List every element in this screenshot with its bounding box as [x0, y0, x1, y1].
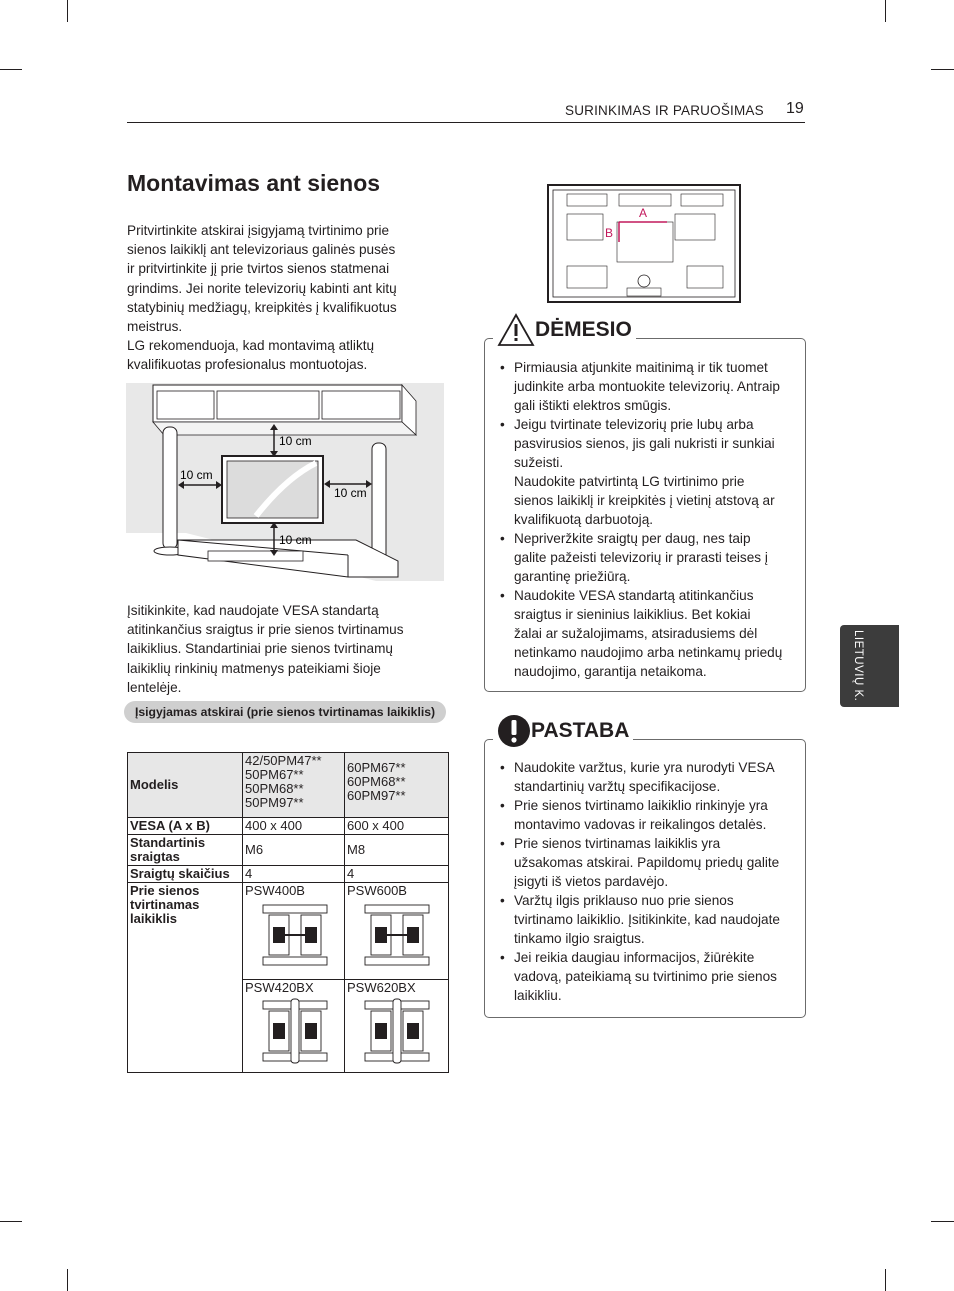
section-header: SURINKIMAS IR PARUOŠIMAS — [565, 103, 764, 118]
table-row — [128, 883, 449, 980]
list-item: • Naudokite varžtus, kurie yra nurodyti VESA standartinių varžtų specifikacijose. — [498, 758, 798, 796]
bracket-illustration — [261, 997, 329, 1065]
bracket-rail — [263, 957, 327, 965]
exclamation-circle-icon — [497, 714, 531, 748]
vesa-label: VESA (A x B) — [128, 818, 243, 835]
warning-triangle-icon — [497, 313, 535, 347]
list-item: • Pirmiausia atjunkite maitinimą ir tik tuomet judinkite arba montuokite televizorių. Antraip gali ištikti elektros smūgis. — [498, 358, 798, 415]
optional-bracket-label: Įsigyjamas atskirai (prie sienos tvirtinamas laikiklis) — [124, 701, 446, 723]
bracket-illustration — [261, 901, 329, 969]
intro-paragraph: Pritvirtinkite atskirai įsigyjamą tvirtinimo prie sienos laikiklį ant televizoriaus galinės pusės ir pritvirtinkite jį prie tvirtos sienos statmenai grindims. Jei norite televizorių kabinti ant kitų statybinių medžiagų, kreipkitės į kvalifikuotus meistrus. LG rekomenduoja, kad montavimą atliktų kvalifikuotas profesionalus montuotojas. — [127, 223, 397, 373]
bracket-cell: PSW620BX — [345, 980, 449, 1073]
bracket-clamp — [305, 1023, 317, 1039]
bracket-clamp — [407, 1023, 419, 1039]
bracket-arm — [393, 999, 401, 1063]
screw-count-label: Sraigtų skaičius — [128, 866, 243, 883]
bracket-illustration — [363, 997, 431, 1065]
crop-mark — [0, 1221, 22, 1222]
list-item: • Jei reikia daugiau informacijos, žiūrėkite vadovą, pateikiamą su tvirtinimo prie sienos laikikliu. — [498, 948, 798, 1005]
bracket-cell: PSW600B — [345, 883, 449, 980]
list-item: • Naudokite VESA standartą atitinkančius sraigtus ir sieninius laikiklius. Bet kokiai žalai ar sužalojimams, atsiradusiems dėl netinkamo naudojimo arba netinkamų priedų naudojimo, garantija netaikoma. — [498, 586, 798, 681]
clearance-bottom-label: 10 cm — [279, 533, 312, 547]
crop-mark — [0, 69, 22, 70]
crop-mark — [931, 69, 954, 70]
vesa-value-small: 400 x 400 — [243, 818, 345, 835]
wall-clearance-diagram — [126, 383, 444, 583]
table-row — [128, 818, 449, 835]
bracket-cell: PSW420BX — [243, 980, 345, 1073]
bracket-cell: PSW400B — [243, 883, 345, 980]
screw-count-large: 4 — [345, 866, 449, 883]
bracket-clamp — [375, 1023, 387, 1039]
screw-value-small: M6 — [243, 835, 345, 866]
list-item: • Nepriveržkite sraigtų per daug, nes taip galite pažeisti televizorių ir prarasti teises į garantinę priežiūrą. — [498, 529, 798, 586]
bracket-clamp — [273, 1023, 285, 1039]
bracket-rail — [365, 957, 429, 965]
bracket-rail — [365, 905, 429, 913]
bracket-clamp — [273, 927, 285, 943]
model-list-large: 60PM67** 60PM68** 60PM97** — [345, 753, 449, 818]
bracket-arm — [291, 999, 299, 1063]
list-item: • Prie sienos tvirtinamo laikiklio rinkinyje yra montavimo vadovas ir reikalingos detalės. — [498, 796, 798, 834]
screw-value-large: M8 — [345, 835, 449, 866]
note-title: PASTABA — [493, 714, 633, 754]
screw-count-small: 4 — [243, 866, 345, 883]
bracket-clamp — [375, 927, 387, 943]
dimension-b-label: B — [605, 226, 614, 240]
crop-mark — [885, 1269, 886, 1291]
model-list-small: 42/50PM47** 50PM67** 50PM68** 50PM97** — [243, 753, 345, 818]
list-item: • Prie sienos tvirtinamas laikiklis yra užsakomas atskirai. Papildomų priedų galite įsigyti iš vietos pardavėjo. — [498, 834, 798, 891]
model-label: Modelis — [128, 753, 243, 818]
crop-mark — [931, 1221, 954, 1222]
vesa-spec-table — [127, 752, 449, 1073]
list-item: • Jeigu tvirtinate televizorių prie lubų arba pasvirusios sienos, jis gali nukristi ir sunkiai sužeisti. Naudokite patvirtintą LG tvirtinimo prie sienos laikiklį ir kreipkitės į vietinį atstovą ar kvalifikuotą darbuotoją. — [498, 415, 798, 529]
page-title: Montavimas ant sienos — [127, 170, 381, 196]
screw-label: Standartinis sraigtas — [128, 835, 243, 866]
page-number: 19 — [786, 100, 804, 117]
dimension-a-label: A — [639, 206, 648, 220]
bracket-clamp — [407, 927, 419, 943]
crop-mark — [885, 0, 886, 22]
bracket-clamp — [305, 927, 317, 943]
header-rule — [127, 122, 805, 123]
language-tab: LIETUVIŲ K. — [840, 625, 899, 707]
vesa-paragraph: Įsitikinkite, kad naudojate VESA standartą atitinkančius sraigtus ir prie sienos tvirtinamus laikiklius. Standartiniai prie sienos tvirtinamų laikiklių rinkinių matmenys pateikiami šioje lentelėje. — [127, 603, 404, 695]
bracket-illustration — [363, 901, 431, 969]
clearance-top-label: 10 cm — [279, 434, 312, 448]
caution-title: DĖMESIO — [493, 313, 636, 353]
bracket-rail — [263, 905, 327, 913]
table-row — [128, 835, 449, 866]
caution-box — [484, 338, 806, 692]
table-row — [128, 753, 449, 818]
tv-back-vesa-diagram — [547, 184, 741, 304]
clearance-right-label: 10 cm — [334, 486, 367, 500]
table-row — [128, 866, 449, 883]
vesa-value-large: 600 x 400 — [345, 818, 449, 835]
clearance-left-label: 10 cm — [180, 468, 213, 482]
crop-mark — [67, 1269, 68, 1291]
bracket-label: Prie sienos tvirtinamas laikiklis — [128, 883, 243, 1073]
list-item: • Varžtų ilgis priklauso nuo prie sienos tvirtinamo laikiklio. Įsitikinkite, kad naudojate tinkamo ilgio sraigtus. — [498, 891, 798, 948]
crop-mark — [67, 0, 68, 22]
note-box — [484, 739, 806, 1018]
